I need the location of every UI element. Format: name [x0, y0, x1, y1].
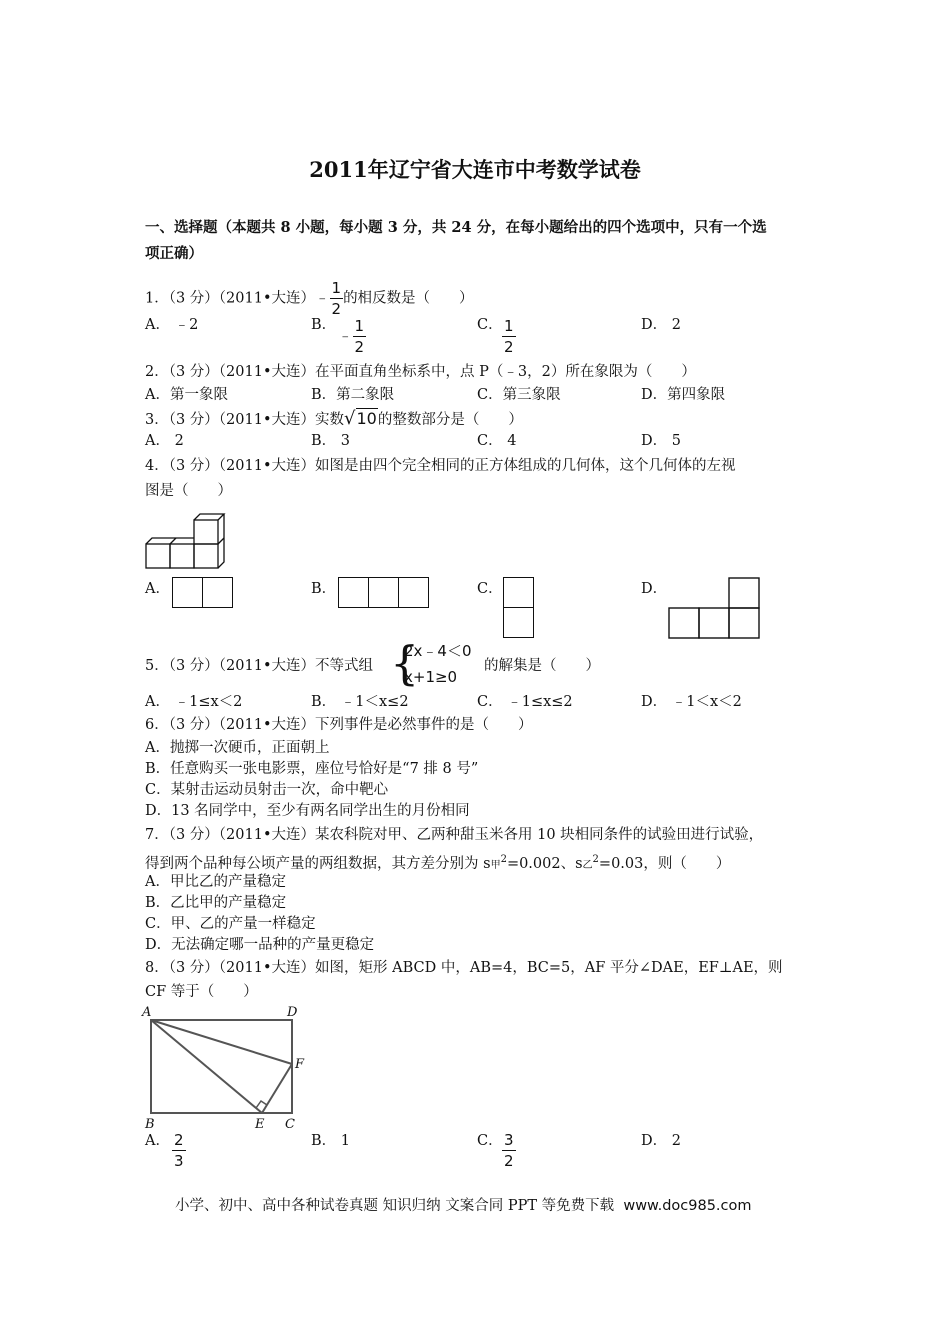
q5-option-d[interactable]: D． ﹣1＜x＜2 [641, 694, 742, 710]
q1-fraction: $\frac{1}{2}$ [331, 279, 342, 318]
footer-text: 小学、初中、高中各种试卷真题 知识归纳 文案合同 PPT 等免费下载 [175, 1198, 615, 1214]
q4-option-b-figure [338, 577, 429, 608]
q8-option-d[interactable]: D． 2 [641, 1133, 681, 1149]
q3-option-d[interactable]: D． 5 [641, 433, 681, 449]
q5-option-b[interactable]: B． ﹣1＜x≤2 [311, 694, 409, 710]
q2-option-c[interactable]: C．第三象限 [477, 387, 561, 403]
q8-option-b[interactable]: B． 1 [311, 1133, 350, 1149]
q8-option-c-value: $\frac{3}{2}$ [504, 1131, 514, 1170]
q1-option-c-value: $\frac{1}{2}$ [504, 317, 514, 356]
q4-option-a[interactable]: A． [145, 581, 170, 597]
q4-option-b-divider-1 [368, 577, 369, 608]
q8-rectangle-figure [140, 1002, 310, 1132]
q7-stem-line2: 得到两个品种每公顷产量的两组数据，其方差分别为 s甲$^2$=0.002、s乙$^2$=0.03，则（ ） [145, 854, 731, 872]
q3-stem: 3．（3 分）（2011•大连）实数√10的整数部分是（ ） [145, 408, 523, 429]
q7-option-d[interactable]: D．无法确定哪一品种的产量更稳定 [145, 937, 375, 953]
q6-option-d[interactable]: D．13 名同学中，至少有两名同学出生的月份相同 [145, 803, 470, 819]
footer-url[interactable]: www.doc985.com [623, 1198, 752, 1214]
q1-option-a[interactable]: A． ﹣2 [145, 317, 199, 333]
q8-option-a[interactable]: A． [145, 1133, 170, 1149]
sqrt-symbol: √ [344, 408, 356, 429]
q7-stem-line1: 7．（3 分）（2011•大连）某农科院对甲、乙两种甜玉米各用 10 块相同条件的试验田进行试验， [145, 827, 764, 843]
label-d: D [287, 1005, 298, 1020]
q3-option-b[interactable]: B． 3 [311, 433, 350, 449]
q1-option-b[interactable]: B． [311, 317, 337, 333]
q2-option-d[interactable]: D．第四象限 [641, 387, 726, 403]
q4-option-d[interactable]: D． [641, 581, 668, 597]
page-title: 2011年辽宁省大连市中考数学试卷 [309, 157, 641, 182]
q8-option-a-value: $\frac{2}{3}$ [174, 1131, 184, 1170]
q4-option-d-figure [668, 577, 761, 639]
q4-stem-line2: 图是（ ） [145, 483, 232, 499]
q2-option-a[interactable]: A．第一象限 [145, 387, 228, 403]
q5-stem-prefix: 5．（3 分）（2011•大连）不等式组 [145, 658, 374, 674]
q4-option-c-divider [503, 607, 534, 608]
q5-inequality-1: 2x﹣4＜0 [404, 642, 472, 660]
q6-stem: 6．（3 分）（2011•大连）下列事件是必然事件的是（ ） [145, 717, 533, 733]
q5-inequality-2: x+1≥0 [404, 668, 458, 686]
q7-option-b[interactable]: B．乙比甲的产量稳定 [145, 895, 287, 911]
section-heading-line1: 一、选择题（本题共 8 小题，每小题 3 分，共 24 分，在每小题给出的四个选项中，只有一个选 [145, 219, 767, 236]
q5-stem-suffix: 的解集是（ ） [484, 658, 600, 674]
q4-option-c[interactable]: C． [477, 581, 503, 597]
label-b: B [145, 1117, 155, 1132]
q3-option-c[interactable]: C． 4 [477, 433, 517, 449]
q6-option-b[interactable]: B．任意购买一张电影票，座位号恰好是“7 排 8 号” [145, 761, 479, 777]
label-a: A [142, 1005, 152, 1020]
q5-option-c[interactable]: C． ﹣1≤x≤2 [477, 694, 573, 710]
q2-stem: 2．（3 分）（2011•大连）在平面直角坐标系中，点 P（﹣3，2）所在象限为（ ） [145, 364, 696, 380]
q6-option-c[interactable]: C．某射击运动员射击一次，命中靶心 [145, 782, 389, 798]
q3-option-a[interactable]: A． 2 [145, 433, 184, 449]
q4-solid-figure [145, 512, 230, 570]
q6-option-a[interactable]: A．抛掷一次硬币，正面朝上 [145, 740, 330, 756]
q1-stem: 1．（3 分）（2011•大连）﹣ $\frac{1}{2}$ 的相反数是（ ） [145, 279, 474, 318]
q4-option-b[interactable]: B． [311, 581, 337, 597]
q4-option-a-divider [202, 577, 203, 608]
q7-option-c[interactable]: C．甲、乙的产量一样稳定 [145, 916, 316, 932]
q8-option-c[interactable]: C． [477, 1133, 503, 1149]
q2-option-b[interactable]: B．第二象限 [311, 387, 395, 403]
label-f: F [295, 1057, 305, 1072]
brace-icon: { [390, 636, 420, 690]
q8-stem-line1: 8．（3 分）（2011•大连）如图，矩形 ABCD 中，AB=4，BC=5，AF 平分∠DAE，EF⊥AE，则 [145, 960, 783, 976]
label-e: E [255, 1117, 265, 1132]
q8-stem-line2: CF 等于（ ） [145, 984, 258, 1000]
q5-option-a[interactable]: A． ﹣1≤x＜2 [145, 694, 243, 710]
section-heading-line2: 项正确） [145, 245, 203, 262]
q7-option-a[interactable]: A．甲比乙的产量稳定 [145, 874, 286, 890]
label-c: C [285, 1117, 295, 1132]
q1-option-d[interactable]: D． 2 [641, 317, 681, 333]
q1-option-c[interactable]: C． [477, 317, 503, 333]
q4-stem-line1: 4．（3 分）（2011•大连）如图是由四个完全相同的正方体组成的几何体，这个几何体的左视 [145, 458, 736, 474]
q1-option-b-value: ﹣ $\frac{1}{2}$ [338, 317, 365, 356]
q4-option-b-divider-2 [398, 577, 399, 608]
footer [175, 1194, 752, 1215]
